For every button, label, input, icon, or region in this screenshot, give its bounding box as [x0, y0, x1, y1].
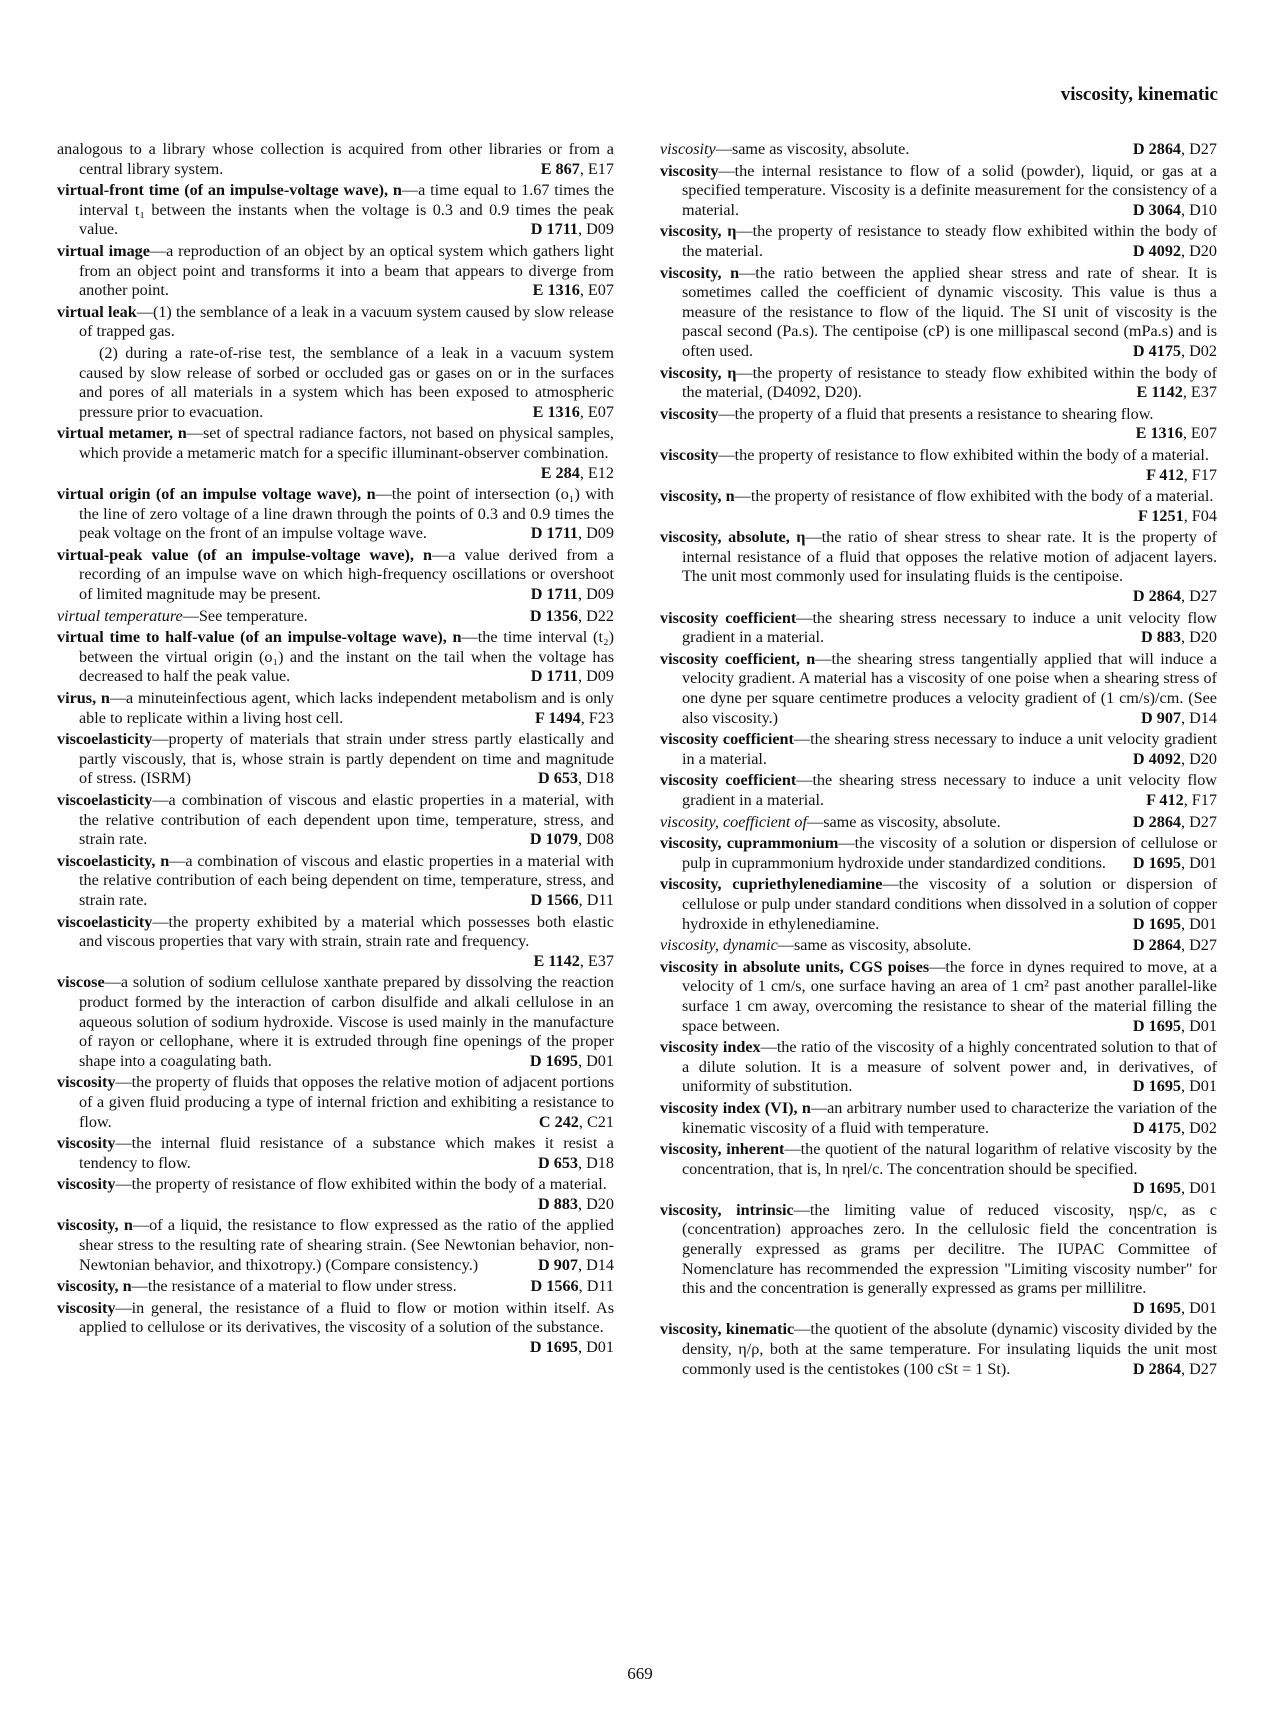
entry-term: viscosity, cupriethylenediamine: [660, 875, 883, 894]
committee-code: D20: [1189, 628, 1217, 647]
committee-code: E07: [587, 402, 614, 421]
committee-code: D01: [1189, 853, 1217, 872]
standard-ref: D 4092: [1132, 241, 1182, 260]
entry-citation: D 1079, D08: [529, 830, 614, 849]
entry-term: viscosity in absolute units, CGS poises: [660, 957, 930, 976]
entry-citation: D 1695, D01: [1132, 914, 1217, 933]
standard-ref: D 1695: [1132, 1298, 1182, 1317]
standard-ref: D 3064: [1132, 200, 1182, 219]
glossary-entry: [660, 875, 1217, 934]
committee-code: D08: [586, 830, 614, 849]
entry-citation: D 907, D14: [537, 1255, 614, 1274]
standard-ref: D 653: [537, 769, 579, 788]
entry-definition: —set of spectral radiance factors, not based on physical samples, which provide a metameric match for a specific illuminant-observer combination.: [79, 424, 614, 462]
committee-code: D14: [586, 1255, 614, 1274]
standard-ref: D 1695: [1132, 853, 1182, 872]
entry-definition: —a combination of viscous and elastic properties in a material with the relative contribution of each being dependent on time, temperature, stress, and strain rate.: [79, 851, 614, 909]
entry-citation: D 907, D14: [1140, 708, 1217, 727]
committee-code: D09: [586, 585, 614, 604]
entry-term: viscosity: [57, 1175, 116, 1194]
glossary-entry: [57, 852, 614, 911]
entry-term: viscoelasticity, n: [57, 851, 170, 870]
entry-definition: —the ratio of the viscosity of a highly concentrated solution to that of a dilute solution. It is a measure of solvent power and, in derivatives, of uniformity of substitution.: [682, 1038, 1217, 1096]
committee-code: D01: [1189, 1179, 1217, 1198]
committee-code: F04: [1191, 506, 1217, 525]
entry-definition: —same as viscosity, absolute.: [777, 936, 972, 955]
committee-code: D02: [1189, 1118, 1217, 1137]
entry-definition: —the property of resistance of flow exhibited with the body of a material.: [734, 487, 1214, 506]
glossary-entry: [660, 730, 1217, 769]
entry-citation: D 1695, D01: [529, 1051, 614, 1070]
committee-code: D01: [586, 1051, 614, 1070]
entry-citation: D 1695, D01: [1132, 1179, 1217, 1198]
entry-citation: F 412, F17: [1146, 465, 1217, 484]
glossary-entry: [660, 1201, 1217, 1319]
entry-definition: —a solution of sodium cellulose xanthate prepared by dissolving the reaction product formed by the interaction of carbon disulfide and alkali cellulose in an aqueous solution of sodium hydroxide. Viscose is used mainly in the manufacture of rayon or cellophane, where it is extruded through fine openings of the proper shape into a coagulating bath.: [79, 973, 614, 1070]
committee-code: D01: [1189, 1298, 1217, 1317]
standard-ref: D 883: [1140, 628, 1182, 647]
entry-citation: D 1695, D01: [1132, 1298, 1217, 1317]
standard-ref: E 867: [540, 159, 580, 178]
entry-definition: —See temperature.: [182, 606, 308, 625]
entry-citation: D 2864, D27: [1132, 587, 1217, 606]
glossary-entry: [57, 181, 614, 240]
standard-ref: D 1711: [530, 667, 579, 686]
standard-ref: D 4175: [1132, 341, 1182, 360]
entry-citation: F 412, F17: [1146, 791, 1217, 809]
entry-citation: F 1494, F23: [534, 708, 614, 727]
standard-ref: D 1711: [530, 220, 579, 239]
entry-citation: D 1711, D09: [530, 585, 614, 604]
committee-code: D01: [1189, 1077, 1217, 1096]
committee-code: D22: [586, 606, 614, 625]
committee-code: E07: [1190, 424, 1217, 443]
committee-code: D01: [1189, 1016, 1217, 1035]
standard-ref: D 1695: [529, 1338, 579, 1357]
entry-citation: D 4175, D02: [1132, 1118, 1217, 1137]
glossary-entry: [660, 222, 1217, 261]
entry-citation: D 3064, D10: [1132, 200, 1217, 219]
entry-definition: —the property of a fluid that presents a resistance to shearing flow.: [718, 404, 1154, 423]
glossary-entry: [57, 628, 614, 687]
entry-citation: D 883, D20: [537, 1194, 614, 1213]
entry-term: viscosity, dynamic: [660, 936, 778, 955]
entry-definition: —a value derived from a recording of an impulse wave on which high-frequency oscillations or overshoot of limited magnitude may be present.: [79, 545, 614, 604]
glossary-entry: [660, 405, 1217, 444]
committee-code: E12: [587, 463, 614, 482]
glossary-entry: [660, 958, 1217, 1036]
standard-ref: D 1695: [1132, 1077, 1182, 1096]
standard-ref: D 1079: [529, 830, 579, 849]
standard-ref: F 1494: [534, 708, 581, 727]
committee-code: D18: [586, 1153, 614, 1172]
committee-code: E17: [587, 159, 614, 178]
entry-citation: D 883, D20: [1140, 628, 1217, 647]
standard-ref: D 907: [1140, 708, 1182, 727]
entry-term: virus, n: [57, 689, 110, 708]
running-head: viscosity, kinematic: [1060, 84, 1218, 105]
entry-term: viscosity, inherent: [660, 1140, 785, 1159]
entry-term: virtual metamer, n: [57, 424, 187, 443]
entry-citation: F 1251, F04: [1137, 506, 1217, 525]
glossary-entry: [660, 1140, 1217, 1199]
entry-term: viscosity index (VI), n: [660, 1098, 811, 1117]
entry-term: viscosity, n: [57, 1216, 133, 1235]
entry-definition: —the shearing stress necessary to induce a unit velocity gradient in a material.: [682, 730, 1218, 768]
standard-ref: F 412: [1146, 791, 1184, 809]
committee-code: E37: [587, 951, 614, 970]
committee-code: D11: [586, 890, 614, 909]
standard-ref: D 1695: [1132, 1016, 1182, 1035]
entry-definition: —same as viscosity, absolute.: [715, 140, 910, 158]
committee-code: D27: [1189, 587, 1217, 606]
committee-code: F17: [1191, 465, 1217, 484]
glossary-entry: [57, 242, 614, 301]
glossary-entry: [57, 1175, 614, 1214]
glossary-entry: [57, 730, 614, 789]
entry-citation: D 1695, D01: [1132, 853, 1217, 872]
glossary-entry: [660, 609, 1217, 648]
entry-citation: E 1316, E07: [532, 402, 614, 421]
entry-definition: —a minuteinfectious agent, which lacks independent metabolism and is only able to replicate within a living host cell.: [79, 689, 614, 727]
entry-definition: —the ratio of shear stress to shear rate. It is the property of internal resistance of a fluid that opposes the relative motion of adjacent layers. The unit most commonly used for insulating fluids is the centipoise.: [682, 528, 1217, 586]
glossary-entry: [660, 1099, 1217, 1138]
standard-ref: E 1316: [532, 281, 580, 300]
entry-citation: D 2864, D27: [1132, 1359, 1217, 1378]
standard-ref: E 1142: [533, 951, 580, 970]
committee-code: D18: [586, 769, 614, 788]
committee-code: F23: [588, 708, 614, 727]
entry-definition: —a time equal to 1.67 times the interval t₁ between the instants when the voltage is 0.3 and 0.9 times the peak value.: [79, 181, 615, 239]
standard-ref: D 653: [537, 1153, 579, 1172]
glossary-entry: [660, 162, 1217, 221]
entry-definition: —the property of fluids that opposes the relative motion of adjacent portions of a given fluid producing a type of internal friction and exhibiting a resistance to flow.: [79, 1073, 614, 1131]
entry-term: viscosity: [660, 140, 716, 158]
entry-term: viscoelasticity: [57, 791, 153, 809]
glossary-entry: [57, 791, 614, 850]
glossary-entry: [57, 140, 614, 179]
entry-term: virtual-peak value (of an impulse-voltage wave), n: [57, 545, 433, 564]
entry-definition: —the internal fluid resistance of a substance which makes it resist a tendency to flow.: [79, 1134, 614, 1172]
entry-term: viscose: [57, 973, 105, 992]
entry-definition: —the limiting value of reduced viscosity, ηsp/c, as c (concentration) approaches zero. In the cellulosic field the concentration is generally expressed as grams per decilitre. The IUPAC Committee of Nomenclature has recommended the expression "Limiting viscosity number" for this and the concentration is generally expressed as grams per millilitre.: [682, 1200, 1217, 1298]
entry-citation: E 1316, E07: [1135, 424, 1217, 443]
entry-definition: —the resistance of a material to flow under stress.: [131, 1277, 457, 1296]
glossary-entry: [660, 936, 1217, 956]
standard-ref: F 1251: [1137, 506, 1184, 525]
glossary-entry: [57, 973, 614, 1071]
standard-ref: E 1316: [532, 402, 580, 421]
entry-definition: —the shearing stress necessary to induce a unit velocity flow gradient in a material.: [682, 771, 1217, 809]
entry-citation: E 1142, E37: [1136, 383, 1217, 402]
entry-term: viscosity: [57, 1073, 116, 1092]
entry-definition: —the property of resistance of flow exhibited within the body of a material.: [115, 1175, 607, 1194]
committee-code: D02: [1189, 341, 1217, 360]
standard-ref: D 2864: [1132, 1359, 1182, 1378]
committee-code: D20: [1189, 749, 1217, 768]
entry-definition: —property of materials that strain under stress partly elastically and partly viscously, that is, whose strain is partly dependent on time and magnitude of stress. (ISRM): [79, 730, 614, 788]
right-column: [660, 140, 1217, 1381]
standard-ref: E 284: [540, 463, 580, 482]
entry-term: virtual time to half-value (of an impulse-voltage wave), n: [57, 628, 462, 647]
standard-ref: E 1316: [1135, 424, 1183, 443]
entry-definition: —the viscosity of a solution or dispersion of cellulose or pulp in cuprammonium hydroxide under standardized conditions.: [682, 834, 1217, 872]
standard-ref: E 1142: [1136, 383, 1183, 402]
standard-ref: D 2864: [1132, 140, 1182, 158]
committee-code: F17: [1191, 791, 1217, 809]
glossary-entry: [57, 1299, 614, 1358]
entry-term: viscosity: [660, 445, 719, 464]
entry-citation: E 1142, E37: [533, 951, 614, 970]
entry-citation: D 1566, D11: [530, 1277, 614, 1296]
entry-term: viscosity: [57, 1134, 116, 1153]
standard-ref: D 2864: [1132, 587, 1182, 606]
standard-ref: D 1695: [529, 1051, 579, 1070]
entry-term: virtual leak: [57, 302, 137, 321]
glossary-entry: [57, 424, 614, 483]
entry-citation: D 4175, D02: [1132, 341, 1217, 360]
entry-citation: D 653, D18: [537, 1153, 614, 1172]
entry-definition: —a combination of viscous and elastic properties in a material, with the relative contribution of each dependent upon time, temperature, stress, and strain rate.: [79, 791, 614, 849]
glossary-entry: [660, 1038, 1217, 1097]
standard-ref: F 412: [1146, 465, 1184, 484]
committee-code: D09: [586, 220, 614, 239]
standard-ref: D 4175: [1132, 1118, 1182, 1137]
glossary-entry: [57, 546, 614, 605]
glossary-entry: [57, 689, 614, 728]
entry-definition: —(1) the semblance of a leak in a vacuum system caused by slow release of trapped gas.: [79, 302, 614, 341]
committee-code: E07: [587, 281, 614, 300]
entry-definition: —the quotient of the absolute (dynamic) viscosity divided by the density, η/ρ, both at the same temperature. For insulating liquids the unit most commonly used is the centistokes (100 cSt = 1 St).: [682, 1320, 1217, 1378]
committee-code: C21: [587, 1112, 614, 1131]
entry-citation: D 1711, D09: [530, 524, 614, 543]
standard-ref: D 1566: [530, 890, 579, 909]
glossary-entry: [660, 813, 1217, 833]
entry-citation: E 867, E17: [540, 159, 614, 178]
entry-definition: —the ratio between the applied shear stress and rate of shear. It is sometimes called the coefficient of dynamic viscosity. This value is thus a measure of the resistance to flow of the liquid. The SI unit of viscosity is the pascal second (Pa.s). The centipoise (cP) is one millipascal second (mPa.s) and is often used.: [682, 263, 1217, 360]
entry-term: viscosity, cuprammonium: [660, 834, 839, 853]
entry-term: viscosity: [57, 1298, 116, 1317]
committee-code: D27: [1189, 812, 1217, 831]
committee-code: D01: [1189, 914, 1217, 933]
entry-definition: analogous to a library whose collection is acquired from other libraries or from a central library system.: [57, 140, 614, 178]
entry-definition: —the property of resistance to steady flow exhibited within the body of the material.: [682, 222, 1217, 260]
standard-ref: D 4092: [1132, 749, 1182, 768]
entry-definition: —the quotient of the natural logarithm of relative viscosity by the concentration, that is, ln ηrel/c. The concentration should be specified.: [682, 1140, 1217, 1178]
standard-ref: D 2864: [1132, 936, 1182, 955]
entry-definition: —the time interval (t₂) between the virtual origin (o₁) and the instant on the tail when the voltage has decreased to half the peak value.: [79, 628, 614, 686]
entry-definition: —the internal resistance to flow of a solid (powder), liquid, or gas at a specified temperature. Viscosity is a definite measurement for the consistency of a material.: [682, 161, 1217, 219]
committee-code: D10: [1189, 200, 1217, 219]
entry-definition: —the property of resistance to flow exhibited within the body of a material.: [718, 445, 1209, 464]
committee-code: E37: [1190, 383, 1217, 402]
committee-code: D27: [1189, 1359, 1217, 1378]
glossary-entry: [660, 834, 1217, 873]
standard-ref: D 1711: [530, 524, 579, 543]
entry-definition: (2) during a rate-of-rise test, the semblance of a leak in a vacuum system caused by slow release of sorbed or occluded gas or gases on or in the surfaces and pores of all materials in a system which has been exposed to atmospheric pressure prior to evacuation.: [79, 343, 614, 421]
entry-definition: —same as viscosity, absolute.: [807, 812, 1001, 831]
entry-term: viscosity, n: [660, 263, 740, 282]
left-column: [57, 140, 614, 1360]
entry-term: viscosity coefficient: [660, 608, 797, 627]
entry-term: viscosity, η: [660, 363, 737, 382]
glossary-entry: [660, 140, 1217, 160]
glossary-entry: [57, 607, 614, 627]
entry-citation: D 2864, D27: [1132, 140, 1217, 158]
standard-ref: D 1711: [530, 585, 579, 604]
entry-term: viscosity coefficient: [660, 730, 794, 749]
entry-definition: —the property of resistance to steady flow exhibited within the body of the material, (D4092, D20).: [682, 363, 1217, 402]
committee-code: D11: [586, 1277, 614, 1296]
glossary-entry: [660, 650, 1217, 728]
entry-definition: —the shearing stress necessary to induce a unit velocity flow gradient in a material.: [682, 608, 1217, 647]
standard-ref: D 907: [537, 1255, 579, 1274]
entry-term: viscosity, coefficient of: [660, 812, 807, 831]
standard-ref: D 1695: [1132, 914, 1182, 933]
entry-citation: D 2864, D27: [1132, 812, 1217, 831]
entry-definition: —an arbitrary number used to characterize the variation of the kinematic viscosity of a fluid with temperature.: [682, 1098, 1217, 1137]
entry-citation: C 242, C21: [538, 1112, 614, 1131]
standard-ref: D 1356: [529, 606, 579, 625]
entry-definition: —the force in dynes required to move, at a velocity of 1 cm/s, one surface having an area of 1 cm² past another parallel-like surface 1 cm away, overcoming the resistance to shear of the material filling the space between.: [682, 957, 1218, 1035]
entry-citation: D 1711, D09: [530, 220, 614, 239]
entry-term: virtual image: [57, 241, 150, 260]
committee-code: D09: [586, 667, 614, 686]
entry-definition: —of a liquid, the resistance to flow expressed as the ratio of the applied shear stress to the resulting rate of shearing strain. (See Newtonian behavior, non-Newtonian behavior, and thixotropy.) (Compare consistency.): [79, 1216, 614, 1274]
entry-term: viscosity coefficient: [660, 771, 797, 790]
glossary-entry: [660, 487, 1217, 526]
entry-term: viscosity, n: [57, 1277, 132, 1296]
entry-citation: D 653, D18: [537, 769, 614, 788]
glossary-entry: [660, 1320, 1217, 1379]
committee-code: D01: [586, 1338, 614, 1357]
entry-definition: —the point of intersection (o₁) with the line of zero voltage of a line drawn through the points of 0.3 and 0.9 times the peak voltage on the front of an impulse voltage wave.: [79, 485, 614, 543]
glossary-entry: [57, 485, 614, 544]
committee-code: D27: [1189, 140, 1217, 158]
entry-term: viscosity: [660, 404, 719, 423]
entry-term: viscoelasticity: [57, 730, 153, 749]
entry-citation: E 1316, E07: [532, 281, 614, 300]
page-number: 669: [627, 1664, 653, 1683]
glossary-entry: [57, 1277, 614, 1297]
standard-ref: D 883: [537, 1194, 579, 1213]
entry-term: virtual origin (of an impulse voltage wave), n: [57, 485, 376, 504]
glossary-entry: [57, 1134, 614, 1173]
entry-citation: D 1566, D11: [530, 890, 614, 909]
entry-term: viscosity index: [660, 1038, 761, 1057]
glossary-entry: [660, 528, 1217, 606]
committee-code: D09: [586, 524, 614, 543]
committee-code: D14: [1189, 708, 1217, 727]
entry-definition: —the viscosity of a solution or dispersion of cellulose or pulp under standard conditions when dissolved in a solution of copper hydroxide in ethylenediamine.: [682, 875, 1217, 933]
entry-term: viscosity, intrinsic: [660, 1200, 794, 1219]
entry-definition: —in general, the resistance of a fluid to flow or motion within itself. As applied to cellulose or its derivatives, the viscosity of a solution of the substance.: [79, 1298, 614, 1337]
entry-citation: D 1695, D01: [529, 1338, 614, 1357]
entry-term: virtual temperature: [57, 606, 183, 625]
entry-term: viscosity, kinematic: [660, 1320, 795, 1339]
committee-code: D20: [586, 1194, 614, 1213]
entry-term: viscosity, η: [660, 222, 737, 241]
entry-term: viscosity, n: [660, 487, 735, 506]
committee-code: D27: [1189, 936, 1217, 955]
entry-term: viscosity: [660, 161, 719, 180]
glossary-entry: [57, 303, 614, 342]
standard-ref: D 1695: [1132, 1179, 1182, 1198]
entry-citation: D 1695, D01: [1132, 1077, 1217, 1096]
glossary-entry: [57, 913, 614, 972]
glossary-entry: [660, 771, 1217, 810]
standard-ref: C 242: [538, 1112, 579, 1131]
entry-citation: D 1356, D22: [529, 606, 614, 625]
entry-citation: D 4092, D20: [1132, 241, 1217, 260]
standard-ref: D 1566: [530, 1277, 579, 1296]
glossary-entry: [660, 264, 1217, 362]
entry-term: viscosity, absolute, η: [660, 528, 806, 547]
entry-definition: —a reproduction of an object by an optical system which gathers light from an object point and transforms it into a beam that appears to diverge from another point.: [79, 241, 614, 300]
entry-citation: E 284, E12: [540, 463, 614, 482]
entry-definition: —the shearing stress tangentially applied that will induce a velocity gradient. A material has a viscosity of one poise when a shearing stress of one dyne per square centimetre produces a velocity gradient of (1 cm/s)/cm. (See also viscosity.): [682, 649, 1217, 727]
entry-term: viscoelasticity: [57, 912, 153, 931]
standard-ref: D 2864: [1132, 812, 1182, 831]
glossary-entry: [660, 364, 1217, 403]
glossary-entry: [660, 446, 1217, 485]
entry-citation: D 2864, D27: [1132, 936, 1217, 955]
entry-citation: D 1711, D09: [530, 667, 614, 686]
entry-citation: D 4092, D20: [1132, 749, 1217, 768]
committee-code: D20: [1189, 241, 1217, 260]
entry-citation: D 1695, D01: [1132, 1016, 1217, 1035]
glossary-entry: [57, 1216, 614, 1275]
entry-term: viscosity coefficient, n: [660, 649, 816, 668]
glossary-entry: [57, 344, 614, 422]
entry-definition: —the property exhibited by a material which possesses both elastic and viscous properties that vary with strain, strain rate and frequency.: [79, 912, 614, 951]
entry-term: virtual-front time (of an impulse-voltage wave), n: [57, 181, 402, 200]
glossary-entry: [57, 1073, 614, 1132]
